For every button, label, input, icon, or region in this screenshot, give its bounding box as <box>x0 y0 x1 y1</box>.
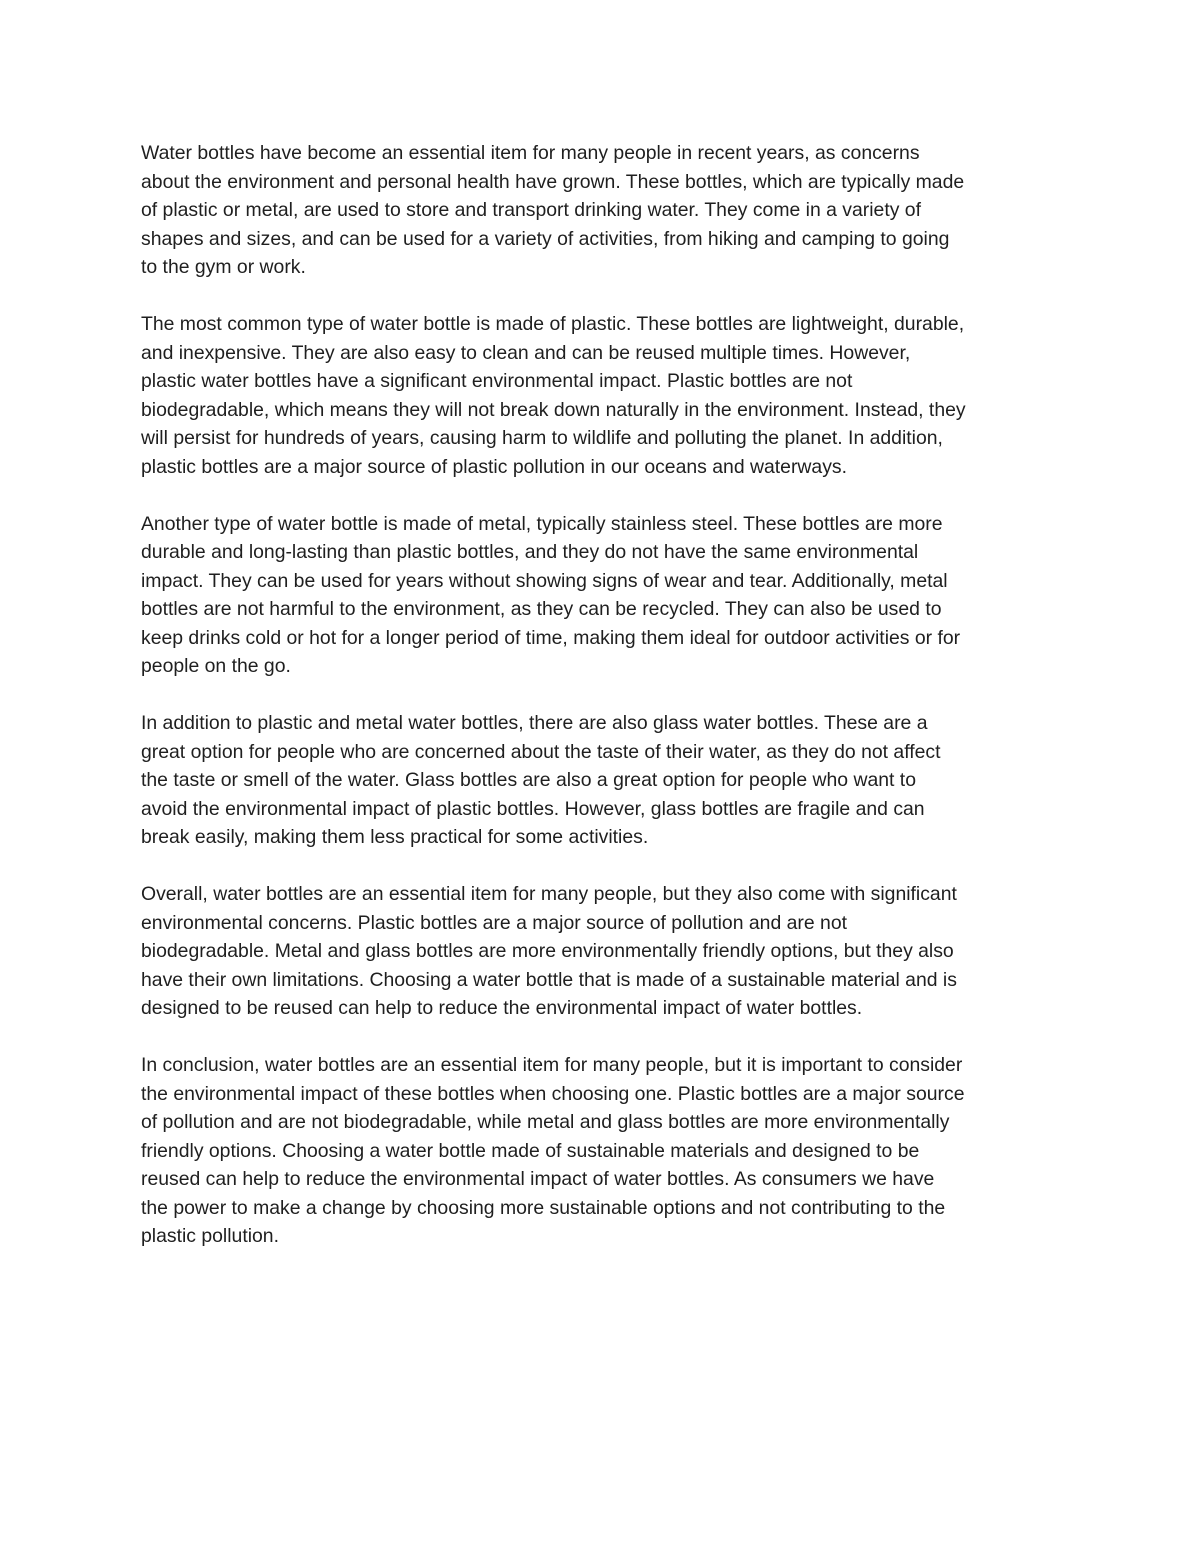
text-line: The most common type of water bottle is made of plastic. These bottles are lightweight, durable, <box>141 313 965 335</box>
text-line: the environmental impact of these bottles when choosing one. Plastic bottles are a major source <box>141 1082 965 1105</box>
text-line: Water bottles have become an essential item for many people in recent years, as concerns <box>141 142 920 164</box>
text-line: shapes and sizes, and can be used for a variety of activities, from hiking and camping to going <box>141 227 950 250</box>
text-line: Another type of water bottle is made of metal, typically stainless steel. These bottles are more <box>141 512 943 535</box>
document-body <box>141 139 1066 1251</box>
paragraph-overall <box>141 880 1066 1023</box>
text-line: and inexpensive. They are also easy to clean and can be reused multiple times. However, <box>141 341 911 364</box>
text-line: Overall, water bottles are an essential item for many people, but they also come with significant <box>141 883 957 905</box>
text-line: designed to be reused can help to reduce the environmental impact of water bottles. <box>141 997 863 1019</box>
text-line: In addition to plastic and metal water bottles, there are also glass water bottles. These are a <box>141 712 928 734</box>
text-line: keep drinks cold or hot for a longer period of time, making them ideal for outdoor activities or for <box>141 626 961 649</box>
text-line: plastic pollution. <box>141 1225 279 1247</box>
paragraph-conclusion <box>141 1051 1066 1251</box>
text-line: plastic bottles are a major source of plastic pollution in our oceans and waterways. <box>141 455 847 478</box>
text-line: In conclusion, water bottles are an essential item for many people, but it is important to consider <box>141 1054 963 1076</box>
paragraph-metal <box>141 510 1066 681</box>
text-line: the power to make a change by choosing more sustainable options and not contributing to the <box>141 1196 946 1219</box>
text-line: to the gym or work. <box>141 256 306 278</box>
text-line: environmental concerns. Plastic bottles are a major source of pollution and are not <box>141 911 847 934</box>
text-line: of pollution and are not biodegradable, while metal and glass bottles are more environmentally <box>141 1111 950 1133</box>
text-line: of plastic or metal, are used to store and transport drinking water. They come in a variety of <box>141 199 921 221</box>
text-line: the taste or smell of the water. Glass bottles are also a great option for people who want to <box>141 769 916 791</box>
text-line: great option for people who are concerned about the taste of their water, as they do not affect <box>141 740 941 763</box>
text-line: reused can help to reduce the environmental impact of water bottles. As consumers we have <box>141 1168 935 1190</box>
text-line: avoid the environmental impact of plastic bottles. However, glass bottles are fragile and can <box>141 797 925 820</box>
text-line: plastic water bottles have a significant environmental impact. Plastic bottles are not <box>141 370 853 392</box>
text-line: people on the go. <box>141 655 291 677</box>
paragraph-plastic <box>141 310 1066 481</box>
text-line: about the environment and personal health have grown. These bottles, which are typically made <box>141 170 965 193</box>
text-line: have their own limitations. Choosing a water bottle that is made of a sustainable material and is <box>141 968 957 991</box>
text-line: biodegradable. Metal and glass bottles are more environmentally friendly options, but they also <box>141 940 954 962</box>
text-line: will persist for hundreds of years, causing harm to wildlife and polluting the planet. In addition, <box>141 427 943 449</box>
text-line: bottles are not harmful to the environment, as they can be recycled. They can also be used to <box>141 598 942 620</box>
text-line: biodegradable, which means they will not break down naturally in the environment. Instead, they <box>141 398 966 421</box>
text-line: durable and long-lasting than plastic bottles, and they do not have the same environmental <box>141 541 919 563</box>
paragraph-intro <box>141 139 1066 282</box>
text-line: break easily, making them less practical for some activities. <box>141 826 649 848</box>
text-line: impact. They can be used for years without showing signs of wear and tear. Additionally, metal <box>141 569 948 592</box>
paragraph-glass <box>141 709 1066 852</box>
text-line: friendly options. Choosing a water bottle made of sustainable materials and designed to be <box>141 1139 920 1162</box>
